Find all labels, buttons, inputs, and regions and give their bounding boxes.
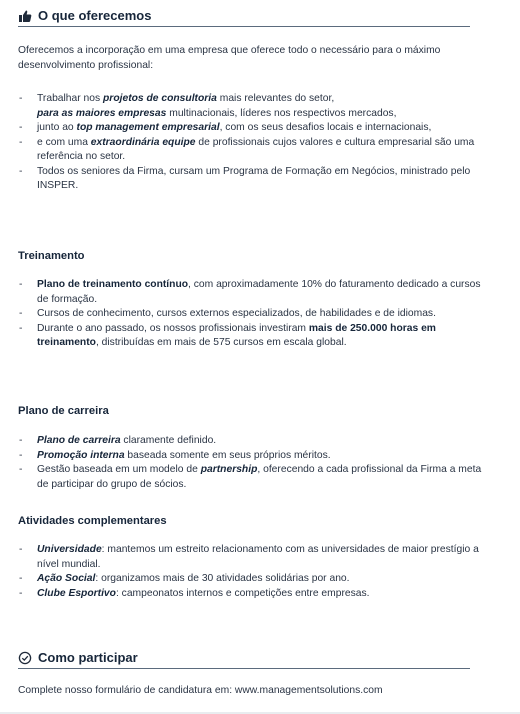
list-item: - Gestão baseada em um modelo de partnership, oferecendo a cada profissional da Firma a meta de participar do grupo de sócios. <box>18 463 488 492</box>
offer-list <box>18 92 488 194</box>
heading-text: O que oferecemos <box>38 8 152 23</box>
section-heading-offer <box>18 8 470 27</box>
thumbs-up-icon <box>18 9 32 23</box>
list-item: - Durante o ano passado, os nossos profissionais investiram mais de 250.000 horas em treinamento, distribuídas em mais de 575 cursos em escala global. <box>18 322 488 351</box>
list-item: - Clube Esportivo: campeonatos internos e competições entre empresas. <box>18 587 488 602</box>
list-item: - e com uma extraordinária equipe de profissionais cujos valores e cultura empresarial são uma referência no setor. <box>18 136 488 165</box>
list-item: - junto ao top management empresarial, com os seus desafios locais e internacionais, <box>18 121 488 136</box>
list-item: - Promoção interna baseada somente em seus próprios méritos. <box>18 449 488 464</box>
list-item: - Universidade: mantemos um estreito relacionamento com as universidades de maior prestígio a nível mundial. <box>18 543 488 572</box>
heading-text: Como participar <box>38 650 138 665</box>
list-item: para as maiores empresas multinacionais, líderes nos respectivos mercados, <box>37 107 397 119</box>
list-item: - Ação Social: organizamos mais de 30 atividades solidárias por ano. <box>18 572 488 587</box>
list-item: - Todos os seniores da Firma, cursam um Programa de Formação em Negócios, ministrado pelo INSPER. <box>18 165 488 194</box>
career-list <box>18 434 488 492</box>
section-heading-participate <box>18 650 470 669</box>
training-list <box>18 278 488 351</box>
list-item: - Plano de treinamento contínuo, com aproximadamente 10% do faturamento dedicado a cursos de formação. <box>18 278 488 307</box>
section-heading-activities: Atividades complementares <box>18 515 167 527</box>
section-heading-career: Plano de carreira <box>18 405 109 417</box>
list-item: - Cursos de conhecimento, cursos externos especializados, de habilidades e de idiomas. <box>18 307 488 322</box>
list-item: - Plano de carreira claramente definido. <box>18 434 488 449</box>
section-heading-training: Treinamento <box>18 250 85 262</box>
offer-intro: Oferecemos a incorporação em uma empresa que oferece todo o necessário para o máximo desenvolvimento profissional: <box>18 45 441 71</box>
check-circle-icon <box>18 651 32 665</box>
list-item: - Trabalhar nos projetos de consultoria mais relevantes do setor, <box>18 92 488 107</box>
participate-text: Complete nosso formulário de candidatura em: www.managementsolutions.com <box>18 685 383 696</box>
activities-list <box>18 543 488 601</box>
